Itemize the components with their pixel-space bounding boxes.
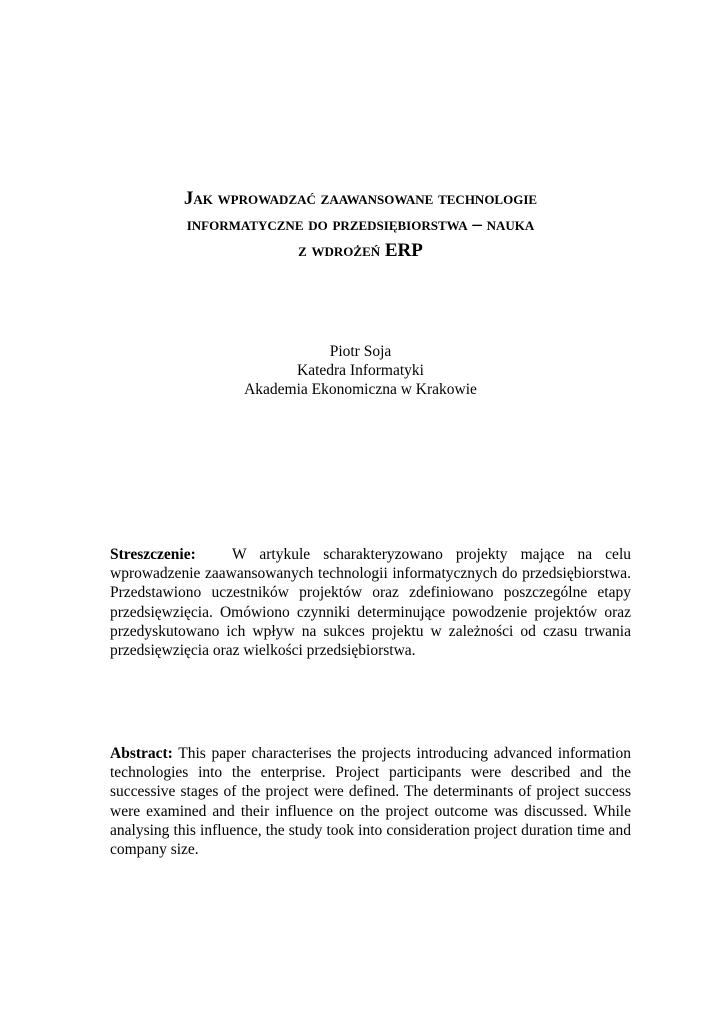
abstract-label: Abstract: xyxy=(110,745,173,762)
title-line-2: informatyczne do przedsiębiorstwa – nauka xyxy=(186,214,535,235)
streszczenie-label: Streszczenie: xyxy=(110,546,196,563)
author-institution: Akademia Ekonomiczna w Krakowie xyxy=(244,381,477,398)
title-line-3: z wdrożeń ERP xyxy=(298,240,423,261)
author-name: Piotr Soja xyxy=(329,343,392,360)
abstract-text: This paper characterises the projects introducing advanced information technologies into the enterprise. Project participants were described and the successive stages of the project were defined. The determinants of project success were examined and their influence on the project outcome was discussed. While analysing this influence, the study took into consideration project duration time and company size. xyxy=(110,745,631,859)
streszczenie-paragraph xyxy=(110,545,631,660)
streszczenie-text: W artykule scharakteryzowano projekty mające na celu wprowadzenie zaawansowanych technologii informatycznych do przedsiębiorstwa. Przedstawiono uczestników projektów oraz zdefiniowano poszczególne etapy przedsięwzięcia. Omówiono czynniki determinujące powodzenie projektów oraz przedyskutowano ich wpływ na sukces projektu w zależności od czasu trwania przedsięwzięcia oraz wielkości przedsiębiorstwa. xyxy=(110,546,631,660)
author-department: Katedra Informatyki xyxy=(297,362,424,379)
author-block xyxy=(110,342,611,399)
title-line-1: Jak wprowadzać zaawansowane technologie xyxy=(183,188,538,209)
abstract-paragraph xyxy=(110,744,631,859)
paper-title xyxy=(110,186,611,264)
